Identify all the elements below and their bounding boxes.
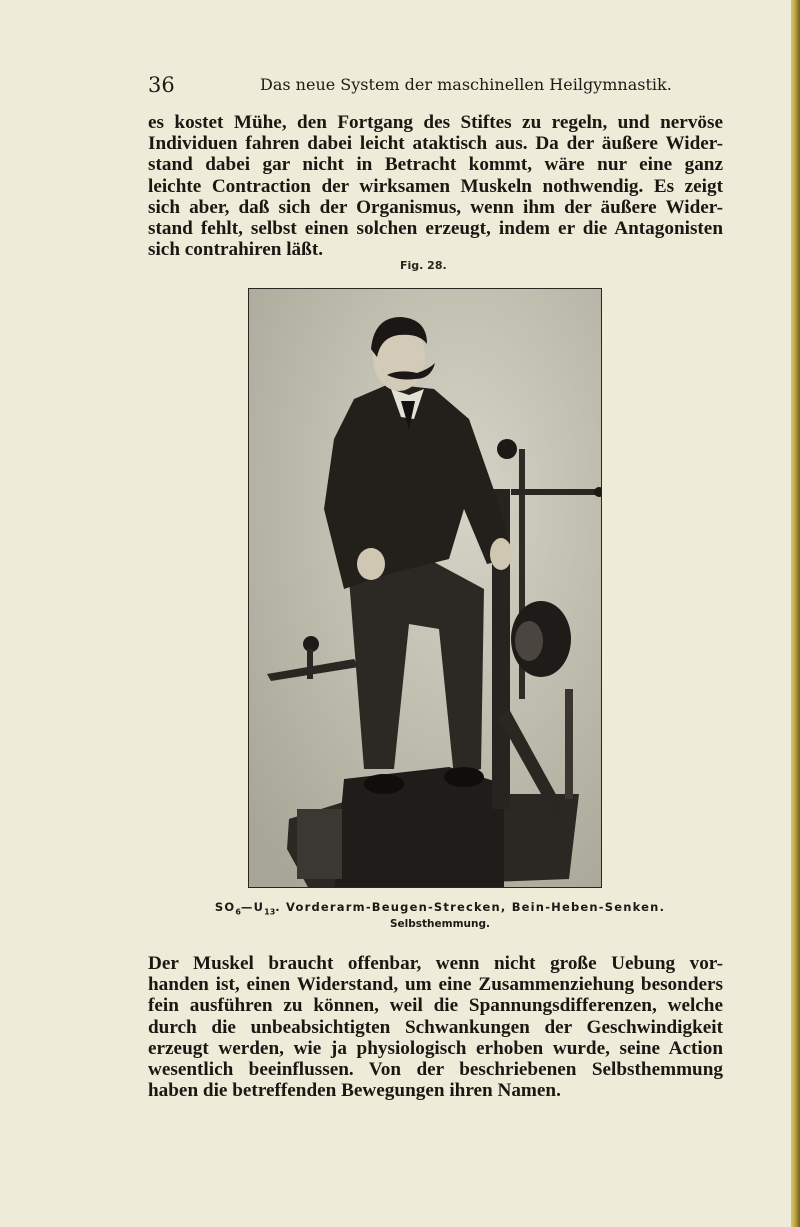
- left-shoe: [364, 774, 404, 794]
- text-line: sich contrahiren läßt.: [148, 239, 324, 261]
- text-line: durch die unbeabsichtigten Schwankungen der Geschwindigkeit: [148, 1016, 723, 1038]
- right-shoe: [444, 767, 484, 787]
- text-line: leichte Contraction der wirksamen Muskeln nothwendig. Es zeigt: [148, 175, 723, 197]
- paragraph-top: [148, 112, 723, 260]
- text-line: es kostet Mühe, den Fortgang des Stiftes zu regeln, und nervöse: [148, 112, 723, 133]
- figure-caption: [155, 900, 725, 916]
- running-header: [148, 74, 708, 96]
- platform-plate: [297, 809, 342, 879]
- figure-label: Fig. 28.: [400, 259, 447, 272]
- caption-text: . Vorderarm-Beugen-Strecken, Bein-Heben-Senken.: [275, 900, 666, 914]
- text-line: erzeugt werden, wie ja physiologisch erhoben wurde, seine Action: [148, 1037, 723, 1059]
- figure-subcaption: Selbsthemmung.: [389, 918, 490, 930]
- machine-knob-top: [497, 439, 517, 459]
- text-line: stand fehlt, selbst einen solchen erzeugt, indem er die Antagonisten: [148, 218, 723, 240]
- text-line: handen ist, einen Widerstand, um eine Zusammenziehung besonders: [148, 974, 723, 996]
- caption-subscript: 13: [264, 907, 276, 917]
- running-title: Das neue System der maschinellen Heilgymnastik.: [260, 75, 672, 94]
- foot-platform: [334, 767, 504, 888]
- figure-photograph: [248, 288, 602, 888]
- machine-arm-bar: [511, 489, 601, 495]
- text-line: wesentlich beeinflussen. Von der beschriebenen Selbsthemmung: [148, 1059, 723, 1081]
- page-number: 36: [148, 73, 175, 97]
- left-hand: [357, 548, 385, 580]
- text-line: Individuen fahren dabei leicht ataktisch aus. Da der äußere Wider-: [148, 133, 723, 155]
- paragraph-bottom: [148, 953, 723, 1101]
- text-line: haben die betreffenden Bewegungen ihren Namen.: [148, 1080, 561, 1102]
- text-line: fein ausführen zu können, weil die Spannungsdifferenzen, welche: [148, 995, 723, 1017]
- right-hand: [490, 538, 512, 570]
- text-line: stand dabei gar nicht in Betracht kommt, wäre nur eine ganz: [148, 154, 723, 176]
- caption-subscript: 6: [235, 907, 241, 917]
- caption-code: —U: [240, 900, 265, 914]
- flywheel-hub: [515, 621, 543, 661]
- side-post: [565, 689, 573, 799]
- page-edge-strip: [791, 0, 800, 1227]
- lever-post: [307, 649, 313, 679]
- caption-code: SO: [214, 900, 236, 914]
- text-line: sich aber, daß sich der Organismus, wenn ihm der äußere Wider-: [148, 196, 723, 218]
- text-line: Der Muskel braucht offenbar, wenn nicht große Uebung vor-: [148, 953, 723, 974]
